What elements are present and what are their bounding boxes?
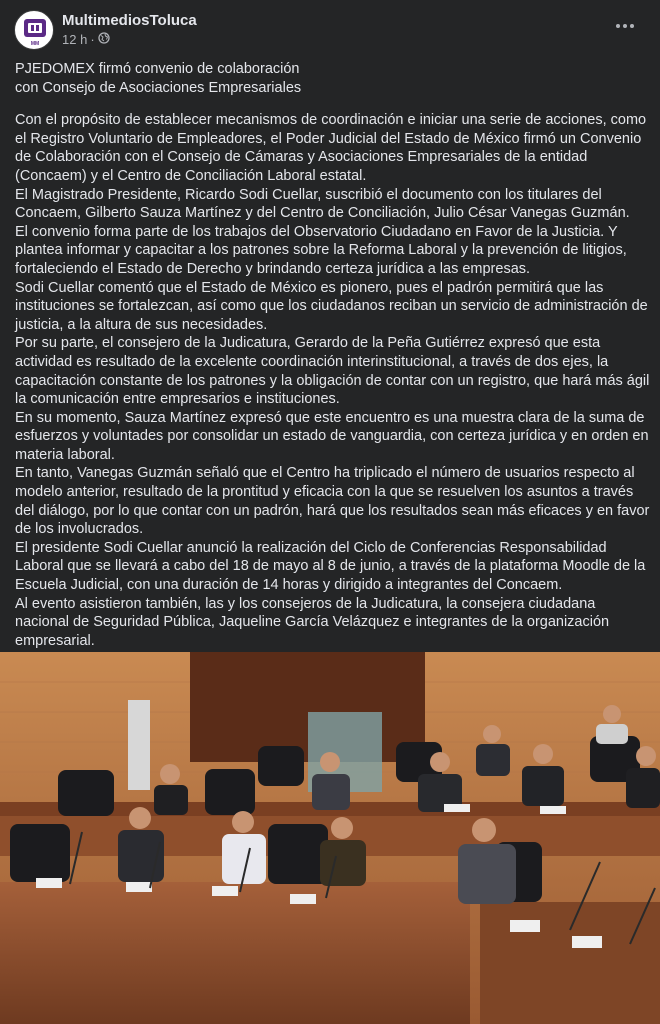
post-paragraph: El convenio forma parte de los trabajos del Observatorio Ciudadano en Favor de la Justicia. Y plantea informar y capacitar a los patrones sobre la Reforma Laboral y la prevención de litigios, fortaleciendo el Estado de Derecho y brindando certeza jurídica a las empresas. [15,223,627,277]
post-header [0,0,660,56]
front-desk [0,882,470,1024]
post-title-line: con Consejo de Asociaciones Empresariales [15,79,302,96]
post-paragraph: En tanto, Vanegas Guzmán señaló que el Centro ha triplicado el número de usuarios respecto al modelo anterior, resultado de la prontitud y eficacia con la que se resuelven los asuntos a través del diálogo, por lo que contar con un padrón, hará que los resultados sean más eficaces y en favor de los involucrados. [15,465,650,538]
page-name[interactable]: MultimediosToluca [62,12,197,29]
globe-icon [98,32,110,47]
post-paragraph: Al evento asistieron también, las y los consejeros de la Judicatura, la consejera ciudadana nacional de Seguridad Pública, Jaqueline García Velázquez e integrantes de la organización empresarial. [15,595,610,649]
post-paragraph: El presidente Sodi Cuellar anunció la realización del Ciclo de Conferencias Responsabilidad Laboral que se llevará a cabo del 18 de mayo al 8 de junio, a través de la plataforma Moodle de la Escuela Judicial, con una duración de 14 horas y dirigido a integrantes del Concaem. [15,539,646,594]
more-dots-icon [616,24,620,28]
post-meta [62,32,110,47]
avatar-text: MM [30,41,40,47]
more-options-button[interactable] [610,14,640,38]
post-time[interactable]: 12 h [62,32,88,47]
post-paragraph: Sodi Cuellar comentó que el Estado de México es pionero, pues el padrón permitirá que las instituciones se fortalezcan, así como que los ciudadanos reciban un servicio de administración de justicia, a la altura de sus necesidades. [15,279,648,333]
post-title [15,60,651,97]
side-desk [480,902,660,1024]
post-paragraph: El Magistrado Presidente, Ricardo Sodi Cuellar, suscribió el documento con los titulares del Concaem, Gilberto Sauza Martínez y del Centro de Conciliación, Julio César Vanegas Guzmán. [15,186,630,222]
post-title-line: PJEDOMEX firmó convenio de colaboración [15,61,300,77]
back-door [190,652,425,762]
sanitizer-stand [128,700,150,790]
post-paragraph: Con el propósito de establecer mecanismos de coordinación e iniciar una serie de acciones, como el Registro Voluntario de Empleadores, el Poder Judicial del Estado de México firmó un Convenio de Colaboración con el Consejo de Cámaras y Asociaciones Empresariales de la entidad (Concaem) y el Centro de Conciliación Laboral estatal. [15,112,647,184]
avatar[interactable] [14,10,54,50]
meta-separator: · [90,32,95,47]
post-text [15,60,651,650]
post-paragraph: En su momento, Sauza Martínez expresó que este encuentro es una muestra clara de la suma de esfuerzos y voluntades por consolidar un estado de vanguardia, con certeza jurídica y en orden en materia laboral. [15,409,649,463]
post-photo[interactable] [0,652,660,1024]
post-paragraph: Por su parte, el consejero de la Judicatura, Gerardo de la Peña Gutiérrez expresó que esta actividad es resultado de la excelente coordinación interinstitucional, a través de dos ejes, la capacitación constante de los patrones y la obligación de contar con un registro, que hará más ágil la comunicación entre empresarios e instituciones. [15,335,650,408]
